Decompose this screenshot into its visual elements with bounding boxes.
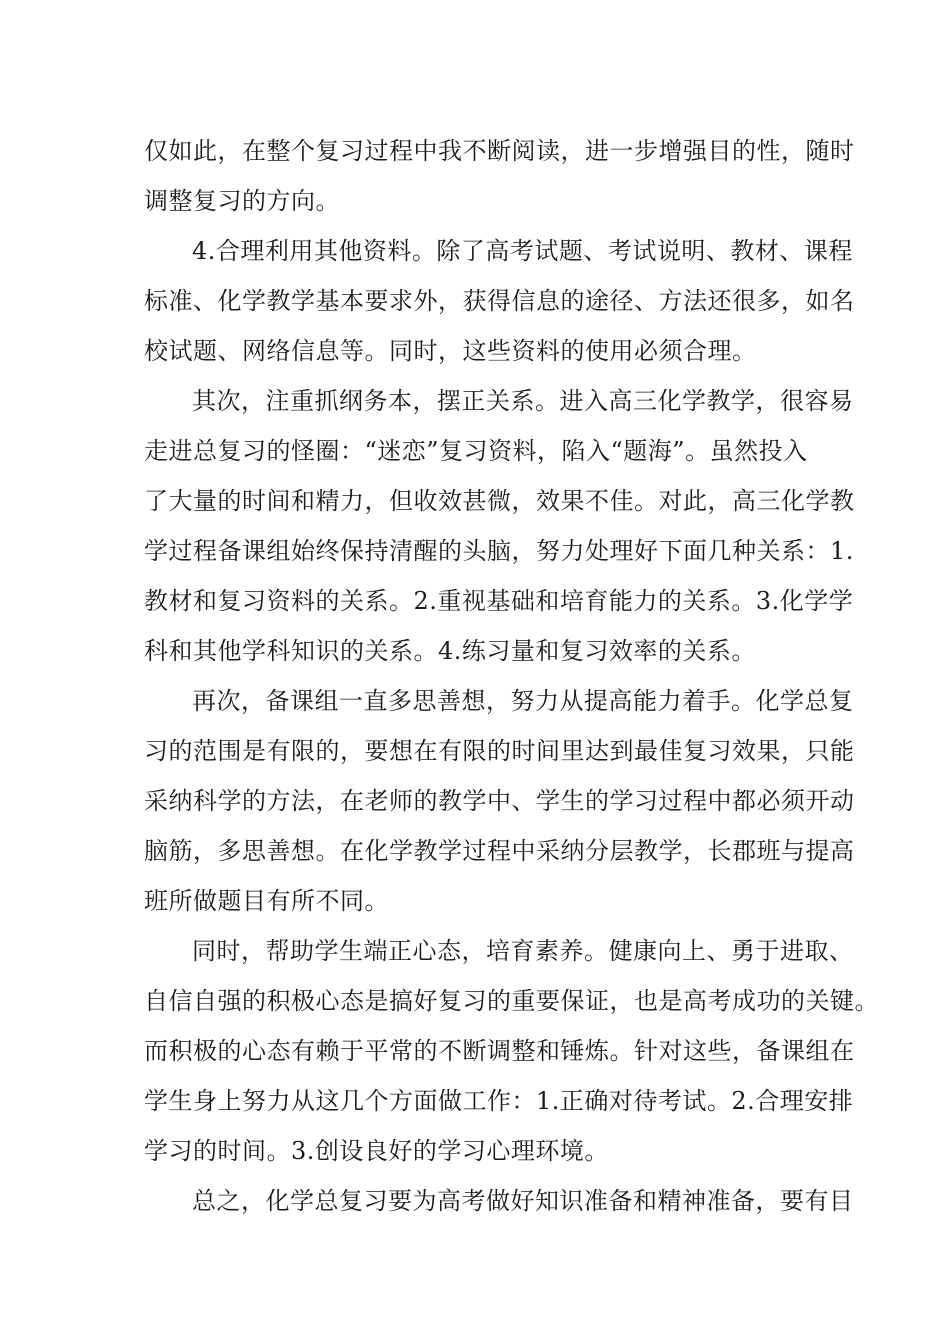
text-line: 校试题、网络信息等。同时，这些资料的使用必须合理。 (144, 337, 757, 365)
text-line: 采纳科学的方法，在老师的教学中、学生的学习过程中都必须开动 (144, 787, 855, 815)
text-line: 学习的时间。3.创设良好的学习心理环境。 (144, 1137, 609, 1165)
text-line: 学过程备课组始终保持清醒的头脑，努力处理好下面几种关系：1. (144, 537, 854, 565)
text-line: 标准、化学教学基本要求外，获得信息的途径、方法还很多，如名 (144, 287, 855, 315)
text-line: 4.合理利用其他资料。除了高考试题、考试说明、教材、课程 (192, 237, 853, 265)
text-line: 班所做题目有所不同。 (144, 887, 389, 915)
text-line: 脑筋，多思善想。在化学教学过程中采纳分层教学，长郡班与提高 (144, 837, 855, 865)
text-line: 教材和复习资料的关系。2.重视基础和培育能力的关系。3.化学学 (144, 587, 854, 615)
text-line: 总之，化学总复习要为高考做好知识准备和精神准备，要有目 (192, 1187, 854, 1215)
text-line: 自信自强的积极心态是搞好复习的重要保证，也是高考成功的关键。 (144, 987, 879, 1015)
text-line: 再次，备课组一直多思善想，努力从提高能力着手。化学总复 (192, 687, 854, 715)
text-line: 其次，注重抓纲务本，摆正关系。进入高三化学教学，很容易 (192, 387, 854, 415)
text-line: 而积极的心态有赖于平常的不断调整和锤炼。针对这些，备课组在 (144, 1037, 855, 1065)
text-line: 同时，帮助学生端正心态，培育素养。健康向上、勇于进取、 (192, 937, 854, 965)
text-line: 科和其他学科知识的关系。4.练习量和复习效率的关系。 (144, 637, 756, 665)
text-line: 了大量的时间和精力，但收效甚微，效果不佳。对此，高三化学教 (144, 487, 855, 515)
text-line: 学生身上努力从这几个方面做工作：1.正确对待考试。2.合理安排 (144, 1087, 854, 1115)
text-line: 调整复习的方向。 (144, 187, 340, 215)
text-line: 习的范围是有限的，要想在有限的时间里达到最佳复习效果，只能 (144, 737, 855, 765)
text-line: 走进总复习的怪圈：“迷恋”复习资料，陷入“题海”。虽然投入 (144, 437, 808, 465)
text-line: 仅如此，在整个复习过程中我不断阅读，进一步增强目的性，随时 (144, 137, 855, 165)
